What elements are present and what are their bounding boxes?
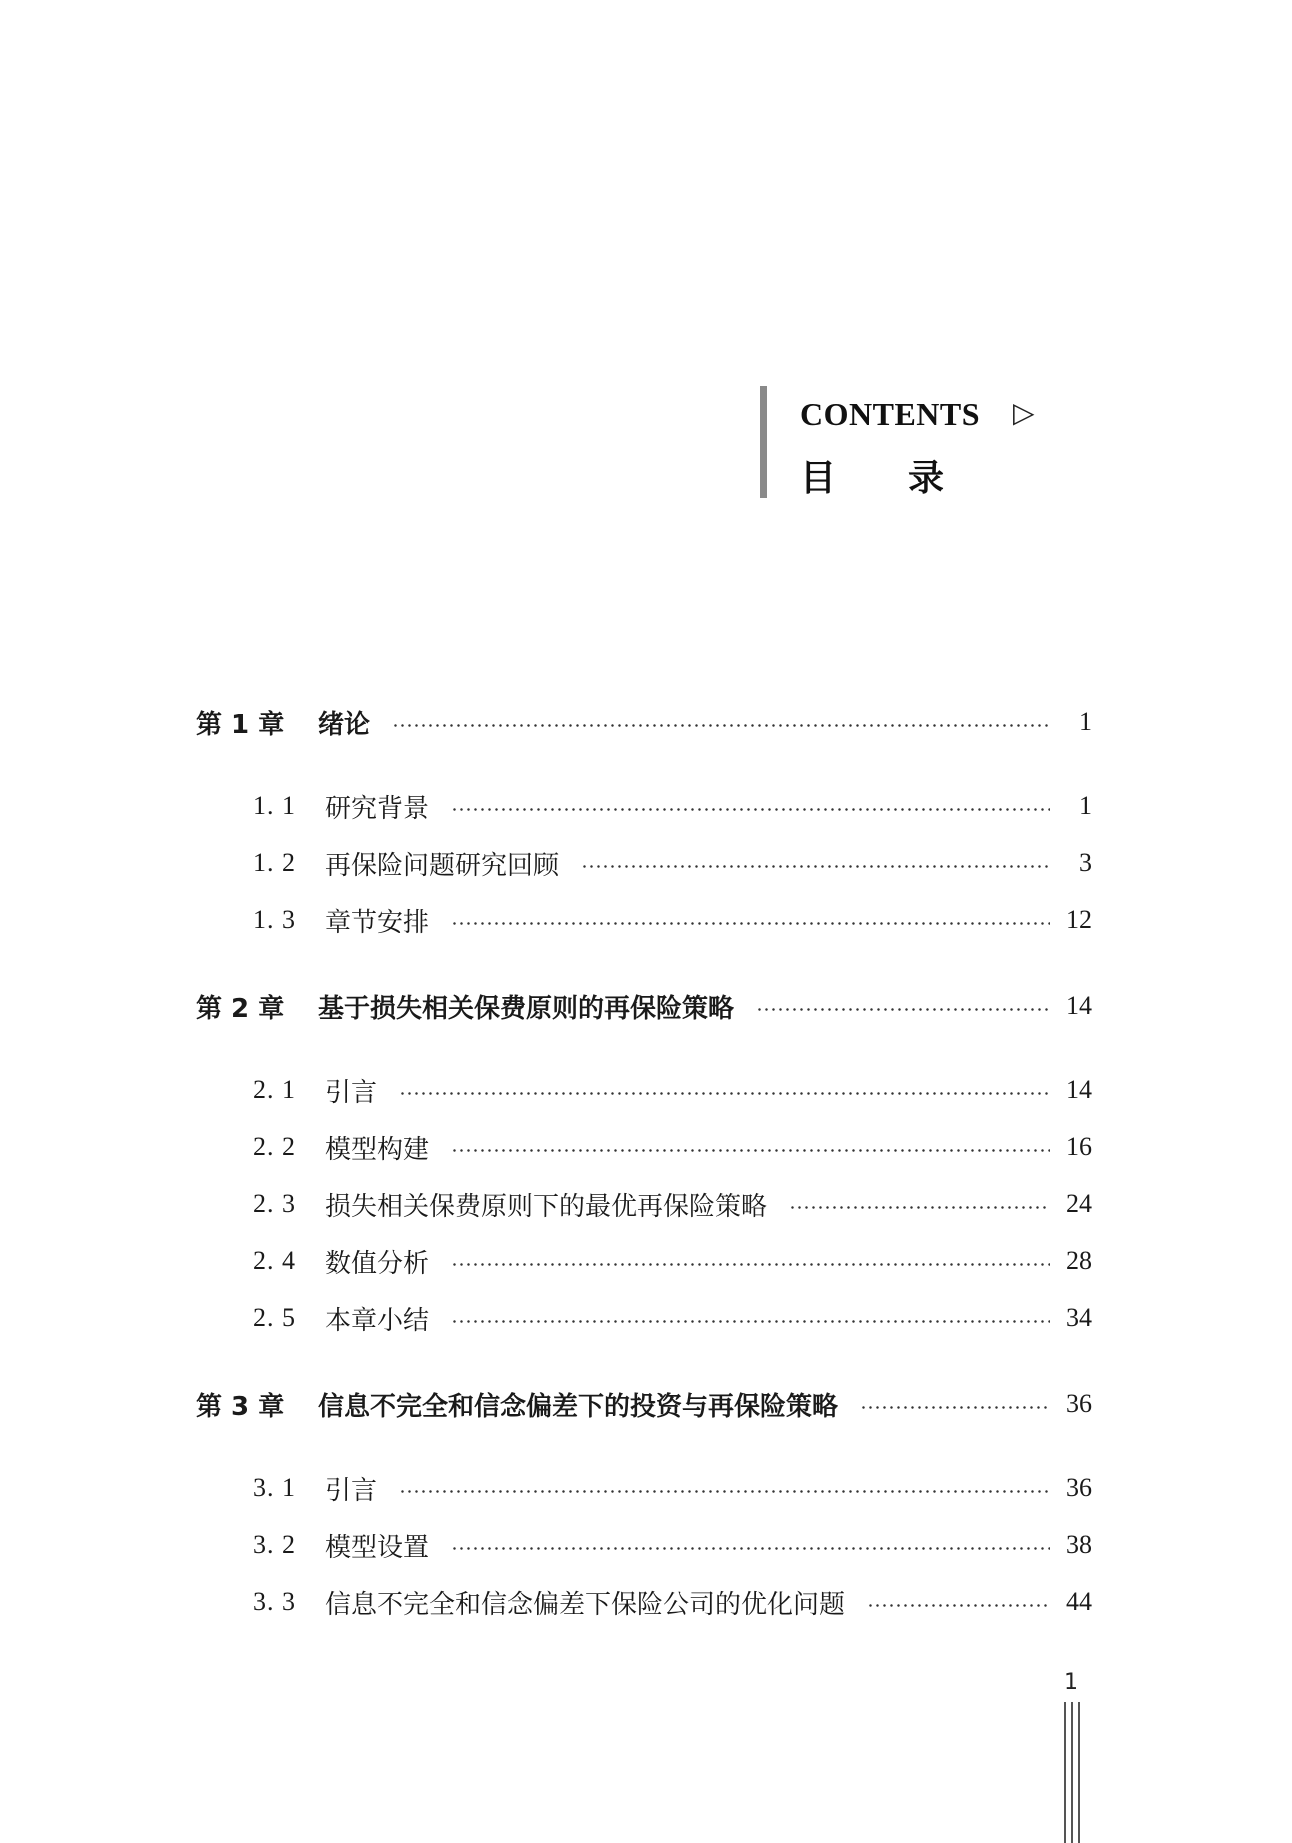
- toc-entry-title: 再保险问题研究回顾: [325, 850, 560, 881]
- toc-entry-number: 第 2 章: [196, 993, 285, 1024]
- toc-entry-page: 16: [1066, 1132, 1092, 1161]
- toc-entry-number: 3. 3: [253, 1587, 296, 1616]
- dot-leader: [451, 1149, 1050, 1152]
- toc-entry-title: 基于损失相关保费原则的再保险策略: [318, 993, 735, 1024]
- dot-leader: [399, 1490, 1050, 1493]
- toc-entry-number: 2. 3: [253, 1189, 296, 1218]
- dot-leader: [581, 865, 1050, 868]
- toc-entry-title: 章节安排: [325, 907, 430, 938]
- toc-entry-number: 3. 1: [253, 1473, 296, 1502]
- contents-title-en: CONTENTS: [800, 396, 981, 432]
- toc-entry-title: 引言: [325, 1475, 378, 1506]
- toc-entry-number: 1. 3: [253, 905, 296, 934]
- toc-entry-number: 3. 2: [253, 1530, 296, 1559]
- toc-entry-title: 研究背景: [325, 793, 430, 824]
- toc-entry-page: 1: [1079, 707, 1092, 736]
- toc-entry-page: 1: [1079, 791, 1092, 820]
- folio-rule-lines: [1064, 1702, 1082, 1843]
- toc-section-row[interactable]: [253, 1241, 1092, 1281]
- toc-entry-page: 14: [1066, 991, 1092, 1020]
- toc-section-row[interactable]: [253, 1525, 1092, 1565]
- dot-leader: [789, 1206, 1050, 1209]
- dot-leader: [451, 1547, 1050, 1550]
- toc-section-row[interactable]: [253, 1070, 1092, 1110]
- toc-entry-title: 模型构建: [325, 1134, 430, 1165]
- toc-entry-title: 本章小结: [325, 1305, 430, 1336]
- toc-entry-title: 损失相关保费原则下的最优再保险策略: [325, 1191, 768, 1222]
- toc-entry-title: 信息不完全和信念偏差下保险公司的优化问题: [325, 1589, 846, 1620]
- toc-entry-title: 模型设置: [325, 1532, 430, 1563]
- toc-entry-number: 2. 2: [253, 1132, 296, 1161]
- toc-entry-title: 数值分析: [325, 1248, 430, 1279]
- toc-entry-number: 2. 5: [253, 1303, 296, 1332]
- toc-section-row[interactable]: [253, 1468, 1092, 1508]
- toc-entry-page: 12: [1066, 905, 1092, 934]
- toc-entry-page: 44: [1066, 1587, 1092, 1616]
- toc-entry-page: 36: [1066, 1389, 1092, 1418]
- toc-chapter-row[interactable]: [196, 702, 1092, 742]
- dot-leader: [451, 1320, 1050, 1323]
- toc-section-row[interactable]: [253, 1582, 1092, 1622]
- toc-section-row[interactable]: [253, 843, 1092, 883]
- toc-section-row[interactable]: [253, 1184, 1092, 1224]
- toc-chapter-row[interactable]: [196, 986, 1092, 1026]
- toc-section-row[interactable]: [253, 900, 1092, 940]
- toc-entry-number: 2. 1: [253, 1075, 296, 1104]
- toc-entry-page: 38: [1066, 1530, 1092, 1559]
- toc-entry-title: 信息不完全和信念偏差下的投资与再保险策略: [318, 1391, 839, 1422]
- toc-entry-page: 14: [1066, 1075, 1092, 1104]
- toc-entry-number: 1. 1: [253, 791, 296, 820]
- dot-leader: [756, 1008, 1050, 1011]
- toc-entry-number: 第 1 章: [196, 709, 285, 740]
- dot-leader: [451, 922, 1050, 925]
- toc-entry-number: 2. 4: [253, 1246, 296, 1275]
- dot-leader: [867, 1604, 1050, 1607]
- toc-entry-page: 34: [1066, 1303, 1092, 1332]
- toc-entry-title: 绪论: [318, 709, 371, 740]
- dot-leader: [451, 808, 1050, 811]
- toc-entry-page: 36: [1066, 1473, 1092, 1502]
- toc-entry-page: 24: [1066, 1189, 1092, 1218]
- dot-leader: [860, 1406, 1050, 1409]
- toc-entry-page: 3: [1079, 848, 1092, 877]
- triangle-arrow-icon: ▷: [1013, 396, 1035, 429]
- dot-leader: [399, 1092, 1050, 1095]
- toc-section-row[interactable]: [253, 786, 1092, 826]
- toc-entry-number: 1. 2: [253, 848, 296, 877]
- toc-section-row[interactable]: [253, 1298, 1092, 1338]
- table-of-contents: [196, 0, 1096, 1843]
- dot-leader: [392, 724, 1050, 727]
- toc-chapter-row[interactable]: [196, 1384, 1092, 1424]
- page-number: 1: [1064, 1670, 1078, 1695]
- toc-entry-title: 引言: [325, 1077, 378, 1108]
- contents-title-zh: 目 录: [800, 458, 945, 499]
- toc-entry-page: 28: [1066, 1246, 1092, 1275]
- toc-entry-number: 第 3 章: [196, 1391, 285, 1422]
- dot-leader: [451, 1263, 1050, 1266]
- toc-section-row[interactable]: [253, 1127, 1092, 1167]
